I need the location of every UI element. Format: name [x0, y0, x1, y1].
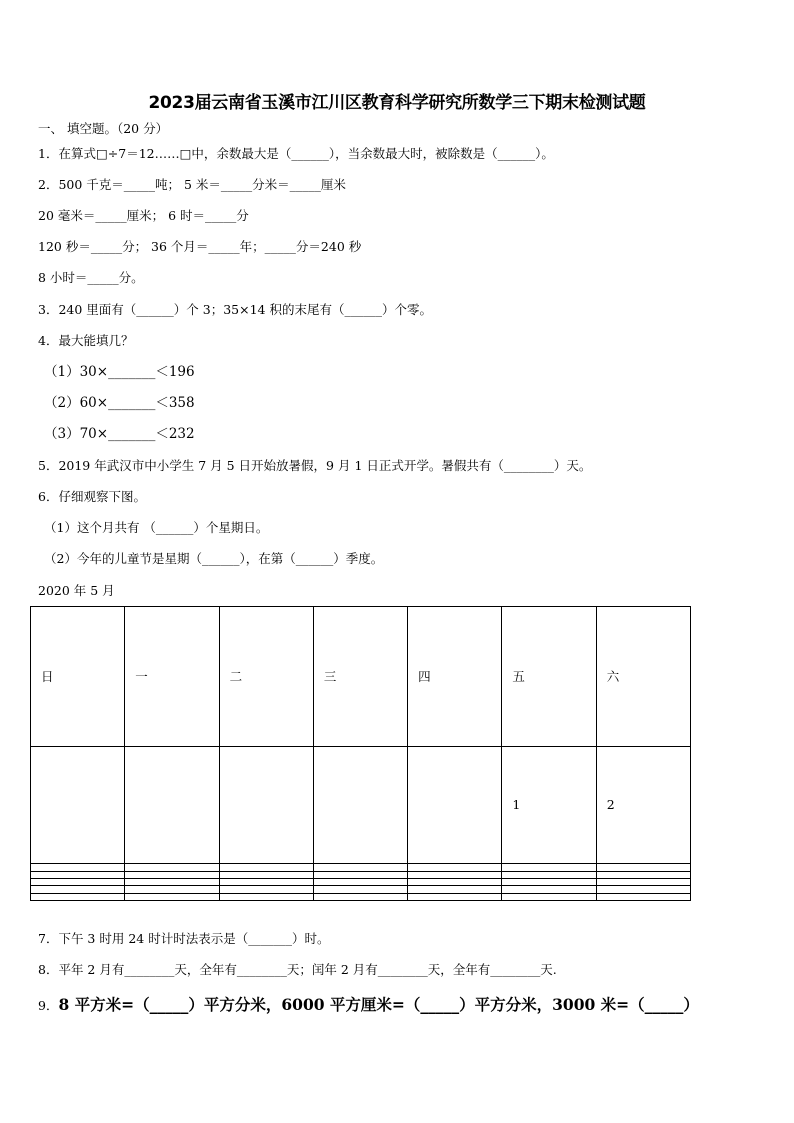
calendar-cell [596, 886, 690, 893]
question-9 [38, 997, 699, 1014]
question-7: 7．下午 3 时用 24 时计时法表示是（_______）时。 [38, 931, 330, 946]
calendar-cell [313, 878, 407, 885]
calendar-cell [313, 746, 407, 864]
calendar-cell [596, 864, 690, 871]
calendar-header-cell: 四 [408, 607, 502, 747]
question-3: 3．240 里面有（______）个 3；35×14 积的末尾有（______）个零。 [38, 302, 432, 317]
calendar-cell [125, 878, 219, 885]
calendar-cell [125, 864, 219, 871]
calendar-cell [219, 878, 313, 885]
calendar-header-cell: 六 [596, 607, 690, 747]
calendar-cell [125, 886, 219, 893]
calendar-cell: 2 [596, 746, 690, 864]
question-2-line-4: 8 小时＝_____分。 [38, 270, 144, 285]
calendar-cell [125, 746, 219, 864]
question-6: 6．仔细观察下图。 [38, 489, 146, 504]
section-heading: 一、 填空题。（20 分） [38, 121, 169, 136]
calendar-header-cell: 五 [502, 607, 596, 747]
question-6-item-1: （1）这个月共有 （______）个星期日。 [44, 520, 269, 535]
calendar-cell [408, 871, 502, 878]
calendar-cell [502, 886, 596, 893]
calendar-cell [313, 871, 407, 878]
calendar-cell [219, 871, 313, 878]
calendar-cell [31, 878, 125, 885]
calendar-cell [596, 893, 690, 900]
calendar-row [31, 878, 691, 885]
calendar-cell [502, 871, 596, 878]
calendar-cell [31, 864, 125, 871]
question-4: 4．最大能填几？ [38, 333, 134, 348]
calendar-cell: 1 [502, 746, 596, 864]
calendar-row [31, 871, 691, 878]
calendar-table [30, 606, 691, 901]
calendar-cell [408, 893, 502, 900]
question-9-number: 9． [38, 998, 59, 1013]
calendar-cell [408, 864, 502, 871]
calendar-row [31, 864, 691, 871]
question-5: 5．2019 年武汉市中小学生 7 月 5 日开始放暑假，9 月 1 日正式开学。暑假共有（________）天。 [38, 458, 592, 473]
question-2-line-1: 2．500 千克＝_____吨； 5 米＝_____分米＝_____厘米 [38, 177, 346, 192]
calendar-cell [596, 878, 690, 885]
calendar-header-cell: 二 [219, 607, 313, 747]
calendar-cell [313, 886, 407, 893]
calendar-cell [502, 893, 596, 900]
question-1: 1．在算式□÷7＝12……□中，余数最大是（______），当余数最大时，被除数是（______）。 [38, 146, 554, 161]
question-2-line-2: 20 毫米＝_____厘米； 6 时＝_____分 [38, 208, 249, 223]
calendar-row [31, 893, 691, 900]
calendar-row [31, 746, 691, 864]
question-6-item-2: （2）今年的儿童节是星期（______），在第（______）季度。 [44, 551, 384, 566]
calendar-cell [31, 746, 125, 864]
calendar-cell [31, 893, 125, 900]
calendar-cell [219, 746, 313, 864]
calendar-cell [596, 871, 690, 878]
question-9-text: 8 平方米=（_____）平方分米，6000 平方厘米=（_____）平方分米，3000 米=（_____） [58, 995, 699, 1014]
calendar-cell [502, 864, 596, 871]
calendar-cell [31, 871, 125, 878]
question-4-item-1: （1）30×_______＜196 [44, 364, 195, 380]
calendar-caption: 2020 年 5 月 [38, 583, 115, 598]
page-title: 2023届云南省玉溪市江川区教育科学研究所数学三下期末检测试题 [148, 93, 646, 113]
question-4-item-2: （2）60×_______＜358 [44, 395, 195, 411]
question-8: 8．平年 2 月有________天，全年有________天；闰年 2 月有________天，全年有________天. [38, 962, 557, 977]
calendar-cell [31, 886, 125, 893]
calendar-cell [313, 893, 407, 900]
question-2-line-3: 120 秒＝_____分； 36 个月＝_____年；_____分＝240 秒 [38, 239, 362, 254]
calendar-cell [408, 878, 502, 885]
calendar-header-cell: 三 [313, 607, 407, 747]
calendar-cell [502, 878, 596, 885]
calendar-header-cell: 一 [125, 607, 219, 747]
calendar-cell [219, 886, 313, 893]
question-4-item-3: （3）70×_______＜232 [44, 426, 195, 442]
calendar-cell [219, 864, 313, 871]
calendar-cell [219, 893, 313, 900]
calendar-header-row [31, 607, 691, 747]
calendar-cell [125, 871, 219, 878]
calendar-cell [125, 893, 219, 900]
calendar-row [31, 886, 691, 893]
calendar-header-cell: 日 [31, 607, 125, 747]
calendar-cell [313, 864, 407, 871]
calendar-cell [408, 746, 502, 864]
calendar-cell [408, 886, 502, 893]
